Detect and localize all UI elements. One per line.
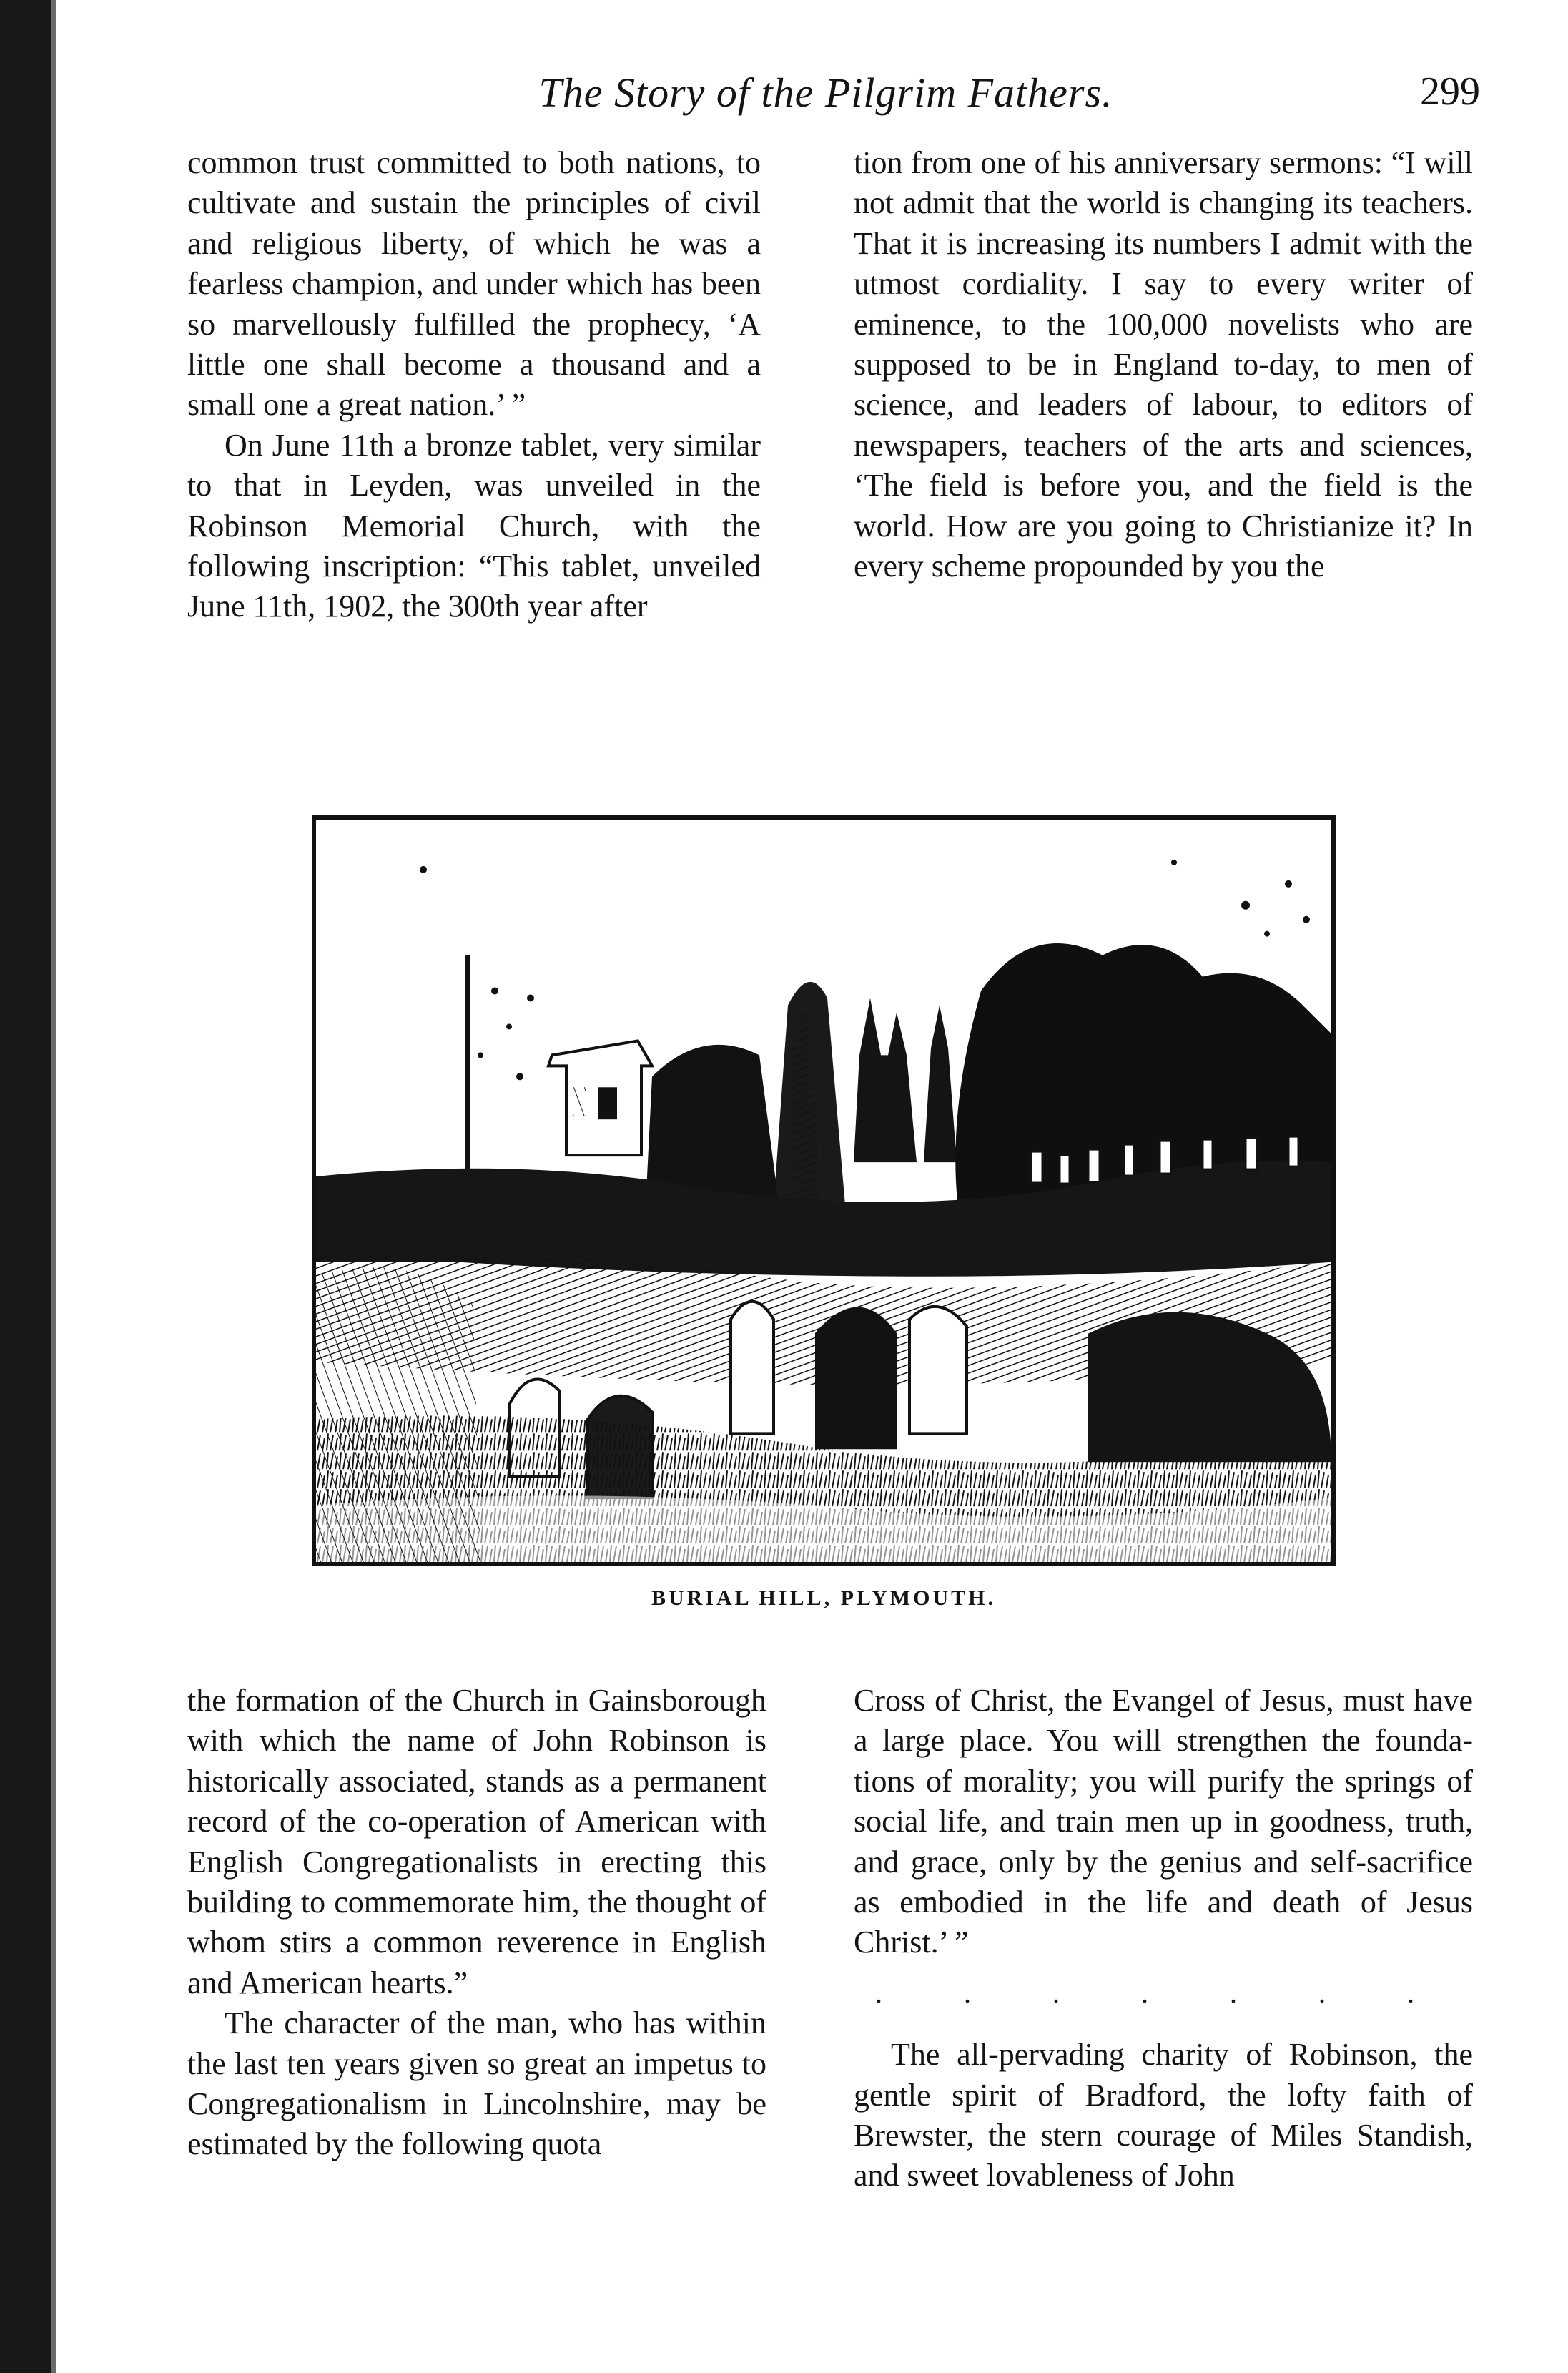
figure-caption: BURIAL HILL, PLYMOUTH.: [651, 1586, 996, 1610]
running-head: [172, 62, 1480, 126]
paragraph: On June 11th a bronze tablet, very similar to that in Leyden, was unveiled in the Robinson Memorial Church, with the following inscription: “This tablet, unveiled June 11th, 1902, the 300th year after: [187, 427, 761, 624]
column-bottom-left: [187, 1681, 766, 2231]
paragraph: common trust committed to both nations, to cultivate and sustain the principles of civil and religious liberty, of which he was a fearless champion, and under which has been so marvellously fulfilled the prophecy, ‘A little one shall become a thousand and a small one a great nation.’ ”: [187, 145, 761, 423]
running-title: The Story of the Pilgrim Fathers.: [538, 69, 1113, 116]
illustration-burial-hill: [312, 815, 1336, 1566]
paragraph: Cross of Christ, the Evangel of Jesus, must have a large place. You will strengthen the foundations of morality; you will purify the springs of social life, and train men up in goodness, truth, and grace, only by the genius and self-sacrifice as embodied in the life and death of Jesus Christ.’ ”: [854, 1683, 1473, 1960]
column-top-right: [854, 143, 1473, 765]
page-number: 299: [1420, 69, 1480, 114]
paragraph: The character of the man, who has within the last ten years given so great an impetus to Congregationalism in Lincolnshire, may be estimated by the following quota: [187, 2005, 766, 2162]
column-bottom-right: [854, 1681, 1473, 2231]
paragraph: tion from one of his anniversary sermons: “I will not admit that the world is changing its teachers. That it is increasing its numbers I admit with the utmost cordiality. I say to every writer of eminence, to the 100,000 novelists who are supposed to be in England to-day, to men of science, and leaders of labour, to editors of newspapers, teachers of the arts and sciences, ‘The field is before you, and the field is the world. How are you going to Christianize it? In every scheme propounded by you the: [854, 145, 1473, 584]
paragraph: the formation of the Church in Gainsborough with which the name of John Robinson is historically associated, stands as a permanent record of the co-operation of American with English Congregationalists in erecting this building to commemorate him, the thought of whom stirs a common reverence in English and American hearts.”: [187, 1683, 766, 2000]
paragraph: The all-pervading charity of Robinson, the gentle spirit of Bradford, the lofty faith of Brewster, the stern courage of Miles Standish, and sweet lovableness of John: [854, 2037, 1473, 2193]
engraving-illustration: [316, 820, 1331, 1562]
binding-edge: [0, 0, 51, 2373]
section-break-asterisms: . . . . . . .: [875, 1976, 1451, 2009]
column-top-left: [187, 143, 761, 765]
